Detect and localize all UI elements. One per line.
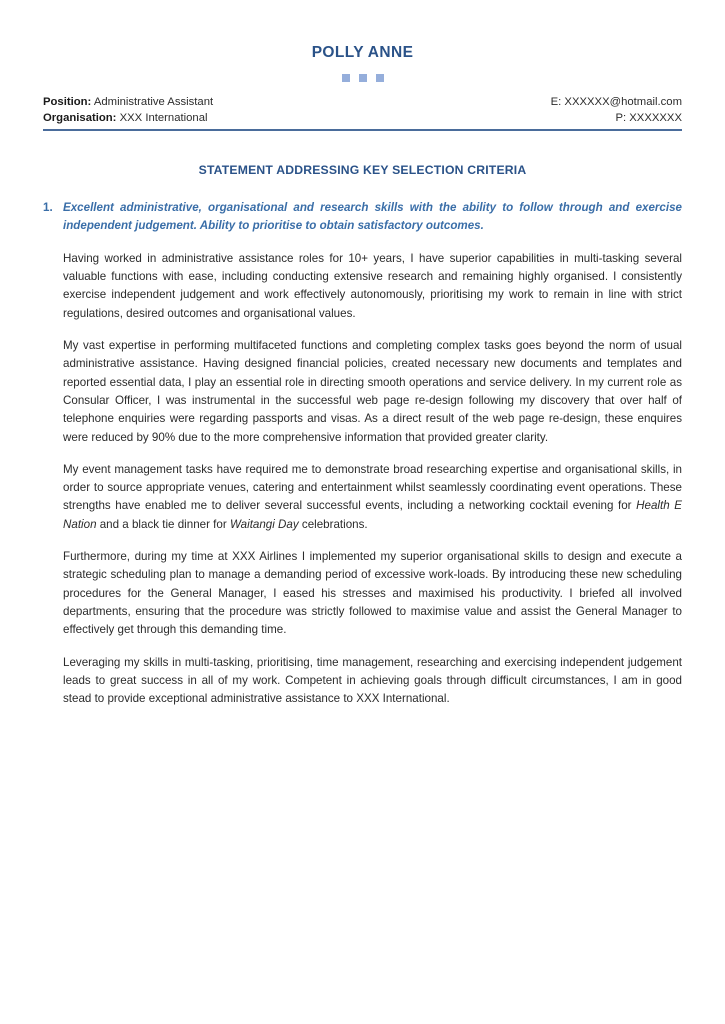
email-line: E: XXXXXX@hotmail.com: [550, 96, 682, 109]
text-run: celebrations.: [298, 517, 368, 531]
paragraph-4: [63, 548, 682, 640]
divider-square-icon: [342, 74, 350, 82]
decorative-square-divider: [43, 74, 682, 82]
section-heading: STATEMENT ADDRESSING KEY SELECTION CRITERIA: [198, 163, 527, 178]
text-run: My event management tasks have required me to demonstrate broad researching expertise and organisational skills, in order to source appropriate venues, catering and entertainment whilst seamlessly coordinating event operations. These strengths have enabled me to deliver several successful events, including a networking cocktail evening for: [63, 462, 682, 513]
header-divider-rule: [43, 129, 682, 131]
contact-details-right: [551, 94, 682, 126]
paragraph-3: [63, 461, 682, 534]
paragraph-2: [63, 337, 682, 447]
body-copy: [43, 250, 682, 709]
emphasised-text: Health E Nation: [63, 499, 682, 531]
divider-square-icon: [359, 74, 367, 82]
organisation-value: XXX International: [119, 112, 208, 125]
organisation-label: Organisation:: [43, 112, 117, 125]
text-run: Having worked in administrative assistance roles for 10+ years, I have superior capabilities in multi-tasking several valuable functions with ease, including conducting extensive research and remaining highly organised. I consistently exercise independent judgement and work effectively autonomously, prioritising my work to remain in line with strict regulations, desired outcomes and organisational values.: [63, 251, 682, 320]
criteria-text: Excellent administrative, organisational and research skills with the ability to follow through and exercise independent judgement. Ability to prioritise to obtain satisfactory outcomes.: [63, 201, 682, 233]
text-run: Leveraging my skills in multi-tasking, prioritising, time management, researching and exercising independent judgement leads to great success in all of my work. Competent in achieving goals through difficult circumstances, I am in good stead to provide exceptional administrative assistance to XXX International.: [63, 655, 682, 706]
position-value: Administrative Assistant: [93, 96, 214, 109]
contact-block: [43, 94, 682, 126]
criteria-number: 1.: [43, 201, 53, 215]
text-run: My vast expertise in performing multifaceted functions and completing complex tasks goes beyond the norm of usual administrative assistance. Having designed financial policies, created necessary new documents and templates and reported essential data, I play an essential role in directing smooth operations and service delivery. In my current role as Consular Officer, I was instrumental in the successful web page re-design following my discovery that over half of telephone enquiries were regarding passports and visas. As a direct result of the web page re-design, these enquires were reduced by 90% due to the more comprehensive information that provided greater clarity.: [63, 338, 682, 444]
candidate-name: POLLY ANNE: [311, 44, 414, 61]
paragraph-5: [63, 654, 682, 709]
position-line: [43, 94, 213, 110]
paragraph-1: [63, 250, 682, 323]
text-run: and a black tie dinner for: [96, 517, 230, 531]
phone-line: P: XXXXXXX: [615, 112, 682, 125]
organisation-line: [43, 110, 213, 126]
emphasised-text: Waitangi Day: [229, 517, 299, 531]
text-run: Furthermore, during my time at XXX Airlines I implemented my superior organisational skills to design and execute a strategic scheduling plan to manage a demanding period of excessive work-loads. By introducing these new scheduling procedures for the General Manager, I eased his stresses and maximised his productivity. I briefed all involved departments, ensuring that the procedure was strictly followed to maximise value and assist the General Manager to effectively get through this demanding time.: [63, 550, 682, 637]
position-label: Position:: [43, 96, 92, 109]
contact-details-left: [43, 94, 213, 126]
divider-square-icon: [376, 74, 384, 82]
criteria-item: [43, 199, 682, 236]
